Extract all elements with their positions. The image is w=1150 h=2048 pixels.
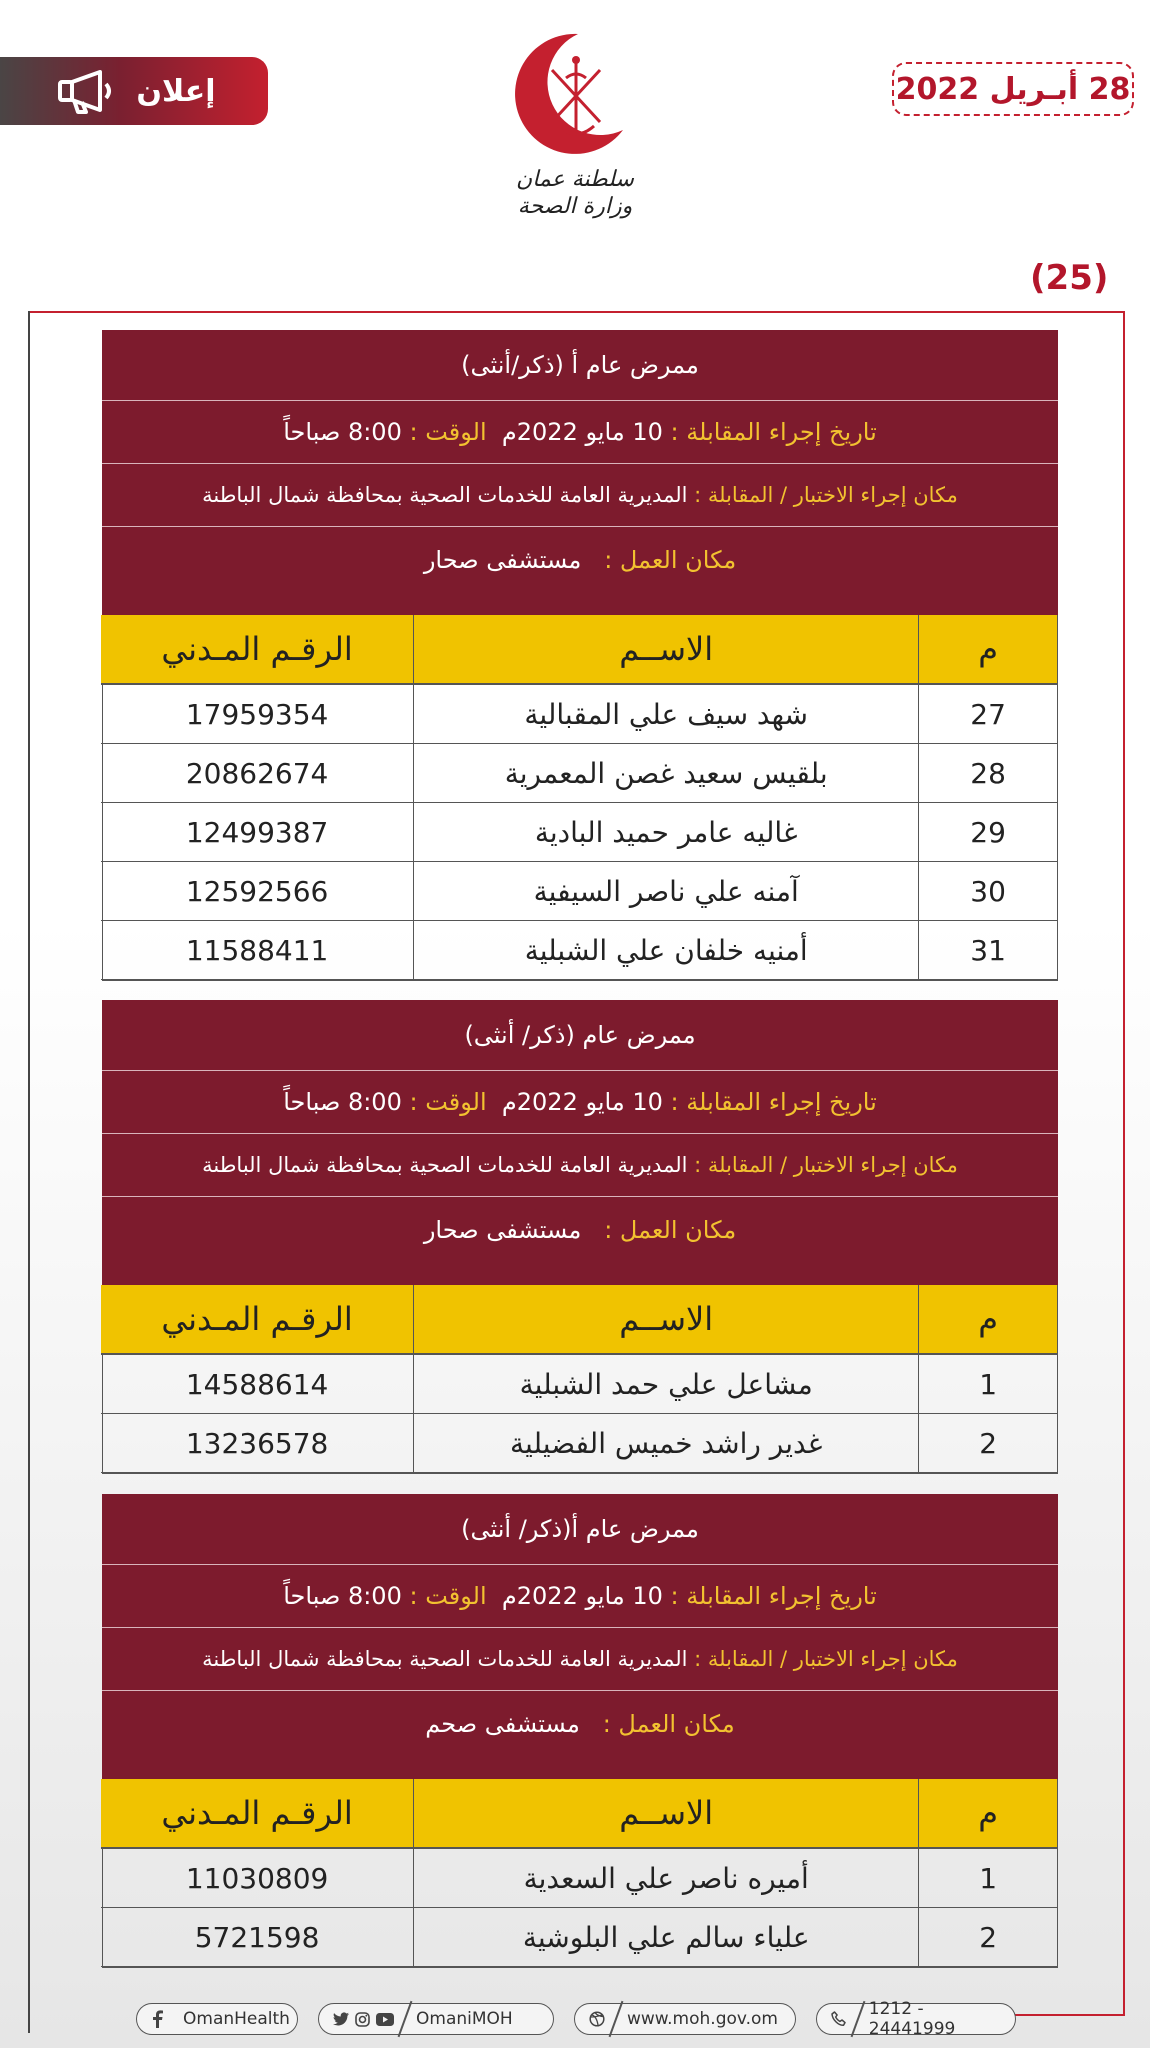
frame-line-bottom: [1000, 2014, 1125, 2016]
interview-place-row: مكان إجراء الاختبار / المقابلة : المديرية العامة للخدمات الصحية بمحافظة شمال الباطنة: [102, 464, 1058, 527]
column-header-civil-id: الرقـم المـدني: [101, 615, 414, 684]
interview-place-row: مكان إجراء الاختبار / المقابلة : المديرية العامة للخدمات الصحية بمحافظة شمال الباطنة: [102, 1628, 1058, 1691]
job-title: ممرض عام أ(ذكر/ أنثى): [102, 1494, 1058, 1565]
web-icon: [589, 2011, 605, 2027]
facebook-link[interactable]: [136, 2003, 298, 2035]
table-row: 31 أمنيه خلفان علي الشبلية 11588411: [101, 921, 1057, 980]
ministry-name: [480, 166, 670, 220]
column-header-m: م: [919, 615, 1057, 684]
interview-place-row: مكان إجراء الاختبار / المقابلة : المديرية العامة للخدمات الصحية بمحافظة شمال الباطنة: [102, 1134, 1058, 1197]
table-row: 1 مشاعل علي حمد الشبلية 14588614: [101, 1354, 1057, 1414]
social-links[interactable]: [318, 2003, 554, 2035]
table-row: 30 آمنه علي ناصر السيفية 12592566: [101, 862, 1057, 921]
footer-contact-bar: [136, 1999, 1016, 2039]
ministry-title: وزارة الصحة: [517, 194, 633, 219]
ministry-emblem: [508, 30, 638, 180]
page-number: (25): [1030, 258, 1109, 298]
column-header-name: الاســم: [414, 1285, 919, 1354]
table-row: 28 بلقيس سعيد غصن المعمرية 20862674: [101, 744, 1057, 803]
candidates-table: [101, 1285, 1057, 1473]
section-header: [102, 1494, 1058, 1779]
announcement-label: إعلان: [136, 73, 216, 109]
section-header: [102, 330, 1058, 615]
column-header-civil-id: الرقـم المـدني: [101, 1285, 414, 1354]
job-section-1: [102, 330, 1058, 981]
table-row: 2 غدير راشد خميس الفضيلية 13236578: [101, 1414, 1057, 1473]
frame-line-left: [28, 311, 30, 2033]
ministry-country: سلطنة عمان: [516, 167, 634, 192]
column-header-m: م: [919, 1285, 1057, 1354]
table-row: 2 علياء سالم علي البلوشية 5721598: [101, 1908, 1057, 1967]
megaphone-icon: [52, 66, 118, 116]
instagram-icon: [355, 2012, 370, 2027]
frame-line-right: [1123, 311, 1125, 2016]
social-handle: OmaniMOH: [416, 2009, 513, 2029]
phone-number: 1212 - 24441999: [868, 1999, 956, 2039]
candidates-table: [101, 615, 1057, 980]
job-title: ممرض عام (ذكر/ أنثى): [102, 1000, 1058, 1071]
facebook-icon: [151, 2010, 163, 2028]
youtube-icon: [376, 2013, 394, 2026]
interview-date-row: تاريخ إجراء المقابلة : 10 مايو 2022م الوقت : 8:00 صباحاً: [102, 401, 1058, 464]
phone-icon: [831, 2011, 847, 2027]
work-place-row: مكان العمل : مستشفى صحار: [423, 546, 737, 574]
section-header: [102, 1000, 1058, 1285]
job-section-3: [102, 1494, 1058, 1968]
table-row: 29 غاليه عامر حميد البادية 12499387: [101, 803, 1057, 862]
work-place-row: مكان العمل : مستشفى صحم: [425, 1710, 735, 1738]
work-place-row: مكان العمل : مستشفى صحار: [423, 1216, 737, 1244]
frame-line-top: [28, 311, 1125, 313]
announcement-date: 28 أبـريل 2022: [892, 62, 1134, 116]
announcement-badge: [0, 57, 268, 125]
interview-date-row: تاريخ إجراء المقابلة : 10 مايو 2022م الوقت : 8:00 صباحاً: [102, 1071, 1058, 1134]
phone-link[interactable]: [816, 1999, 1016, 2039]
column-header-m: م: [919, 1779, 1057, 1848]
job-section-2: [102, 1000, 1058, 1474]
column-header-name: الاســم: [414, 1779, 919, 1848]
facebook-handle: OmanHealth: [183, 2009, 290, 2029]
candidates-table: [101, 1779, 1057, 1967]
interview-date-row: تاريخ إجراء المقابلة : 10 مايو 2022م الوقت : 8:00 صباحاً: [102, 1565, 1058, 1628]
job-title: ممرض عام أ (ذكر/أنثى): [102, 330, 1058, 401]
table-row: 1 أميره ناصر علي السعدية 11030809: [101, 1848, 1057, 1908]
column-header-civil-id: الرقـم المـدني: [101, 1779, 414, 1848]
table-row: 27 شهد سيف علي المقبالية 17959354: [101, 684, 1057, 744]
twitter-icon: [333, 2012, 349, 2026]
website-link[interactable]: [574, 2003, 796, 2035]
column-header-name: الاســم: [414, 615, 919, 684]
website-url: www.moh.gov.om: [627, 2009, 778, 2029]
